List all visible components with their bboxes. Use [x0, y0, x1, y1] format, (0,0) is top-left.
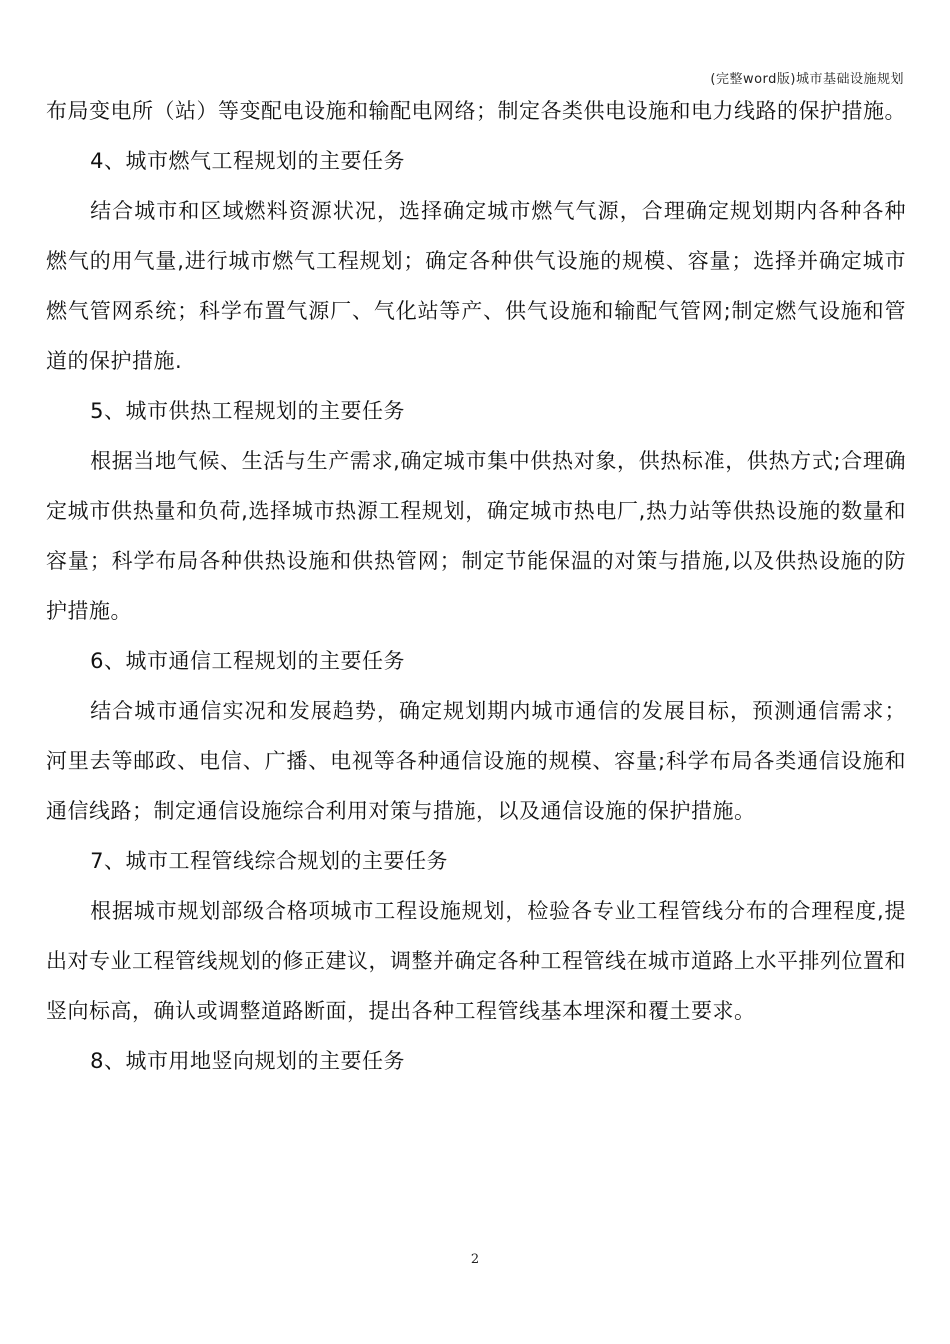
document-header-title: (完整word版)城市基础设施规划: [710, 72, 904, 87]
section-heading-pipeline: 7、城市工程管线综合规划的主要任务: [90, 849, 448, 873]
paragraph-gas: 结合城市和区域燃料资源状况，选择确定城市燃气气源，合理确定规划期内各种各种燃气的用气量,进行城市燃气工程规划；确定各种供气设施的规模、容量；选择并确定城市燃气管网系统；科学布置气源厂、气化站等产、供气设施和输配气管网;制定燃气设施和管道的保护措施.: [46, 199, 906, 373]
section-heading-telecom: 6、城市通信工程规划的主要任务: [90, 649, 405, 673]
section-heading-gas: 4、城市燃气工程规划的主要任务: [90, 149, 405, 173]
page-number: 2: [470, 1252, 480, 1267]
section-heading-heating: 5、城市供热工程规划的主要任务: [90, 399, 405, 423]
paragraph-telecom: 结合城市通信实况和发展趋势，确定规划期内城市通信的发展目标，预测通信需求；河里去等邮政、电信、广播、电视等各种通信设施的规模、容量;科学布局各类通信设施和通信线路；制定通信设施综合利用对策与措施，以及通信设施的保护措施。: [46, 699, 906, 823]
document-body: [46, 86, 906, 1086]
paragraph-heating: 根据当地气候、生活与生产需求,确定城市集中供热对象，供热标准，供热方式;合理确定城市供热量和负荷,选择城市热源工程规划，确定城市热电厂,热力站等供热设施的数量和容量；科学布局各种供热设施和供热管网；制定节能保温的对策与措施,以及供热设施的防护措施。: [46, 449, 906, 623]
paragraph-power-continued: 布局变电所（站）等变配电设施和输配电网络；制定各类供电设施和电力线路的保护措施。: [46, 99, 906, 123]
paragraph-pipeline: 根据城市规划部级合格项城市工程设施规划，检验各专业工程管线分布的合理程度,提出对专业工程管线规划的修正建议，调整并确定各种工程管线在城市道路上水平排列位置和竖向标高，确认或调整道路断面，提出各种工程管线基本埋深和覆土要求。: [46, 899, 906, 1023]
section-heading-land-vertical: 8、城市用地竖向规划的主要任务: [90, 1049, 405, 1073]
